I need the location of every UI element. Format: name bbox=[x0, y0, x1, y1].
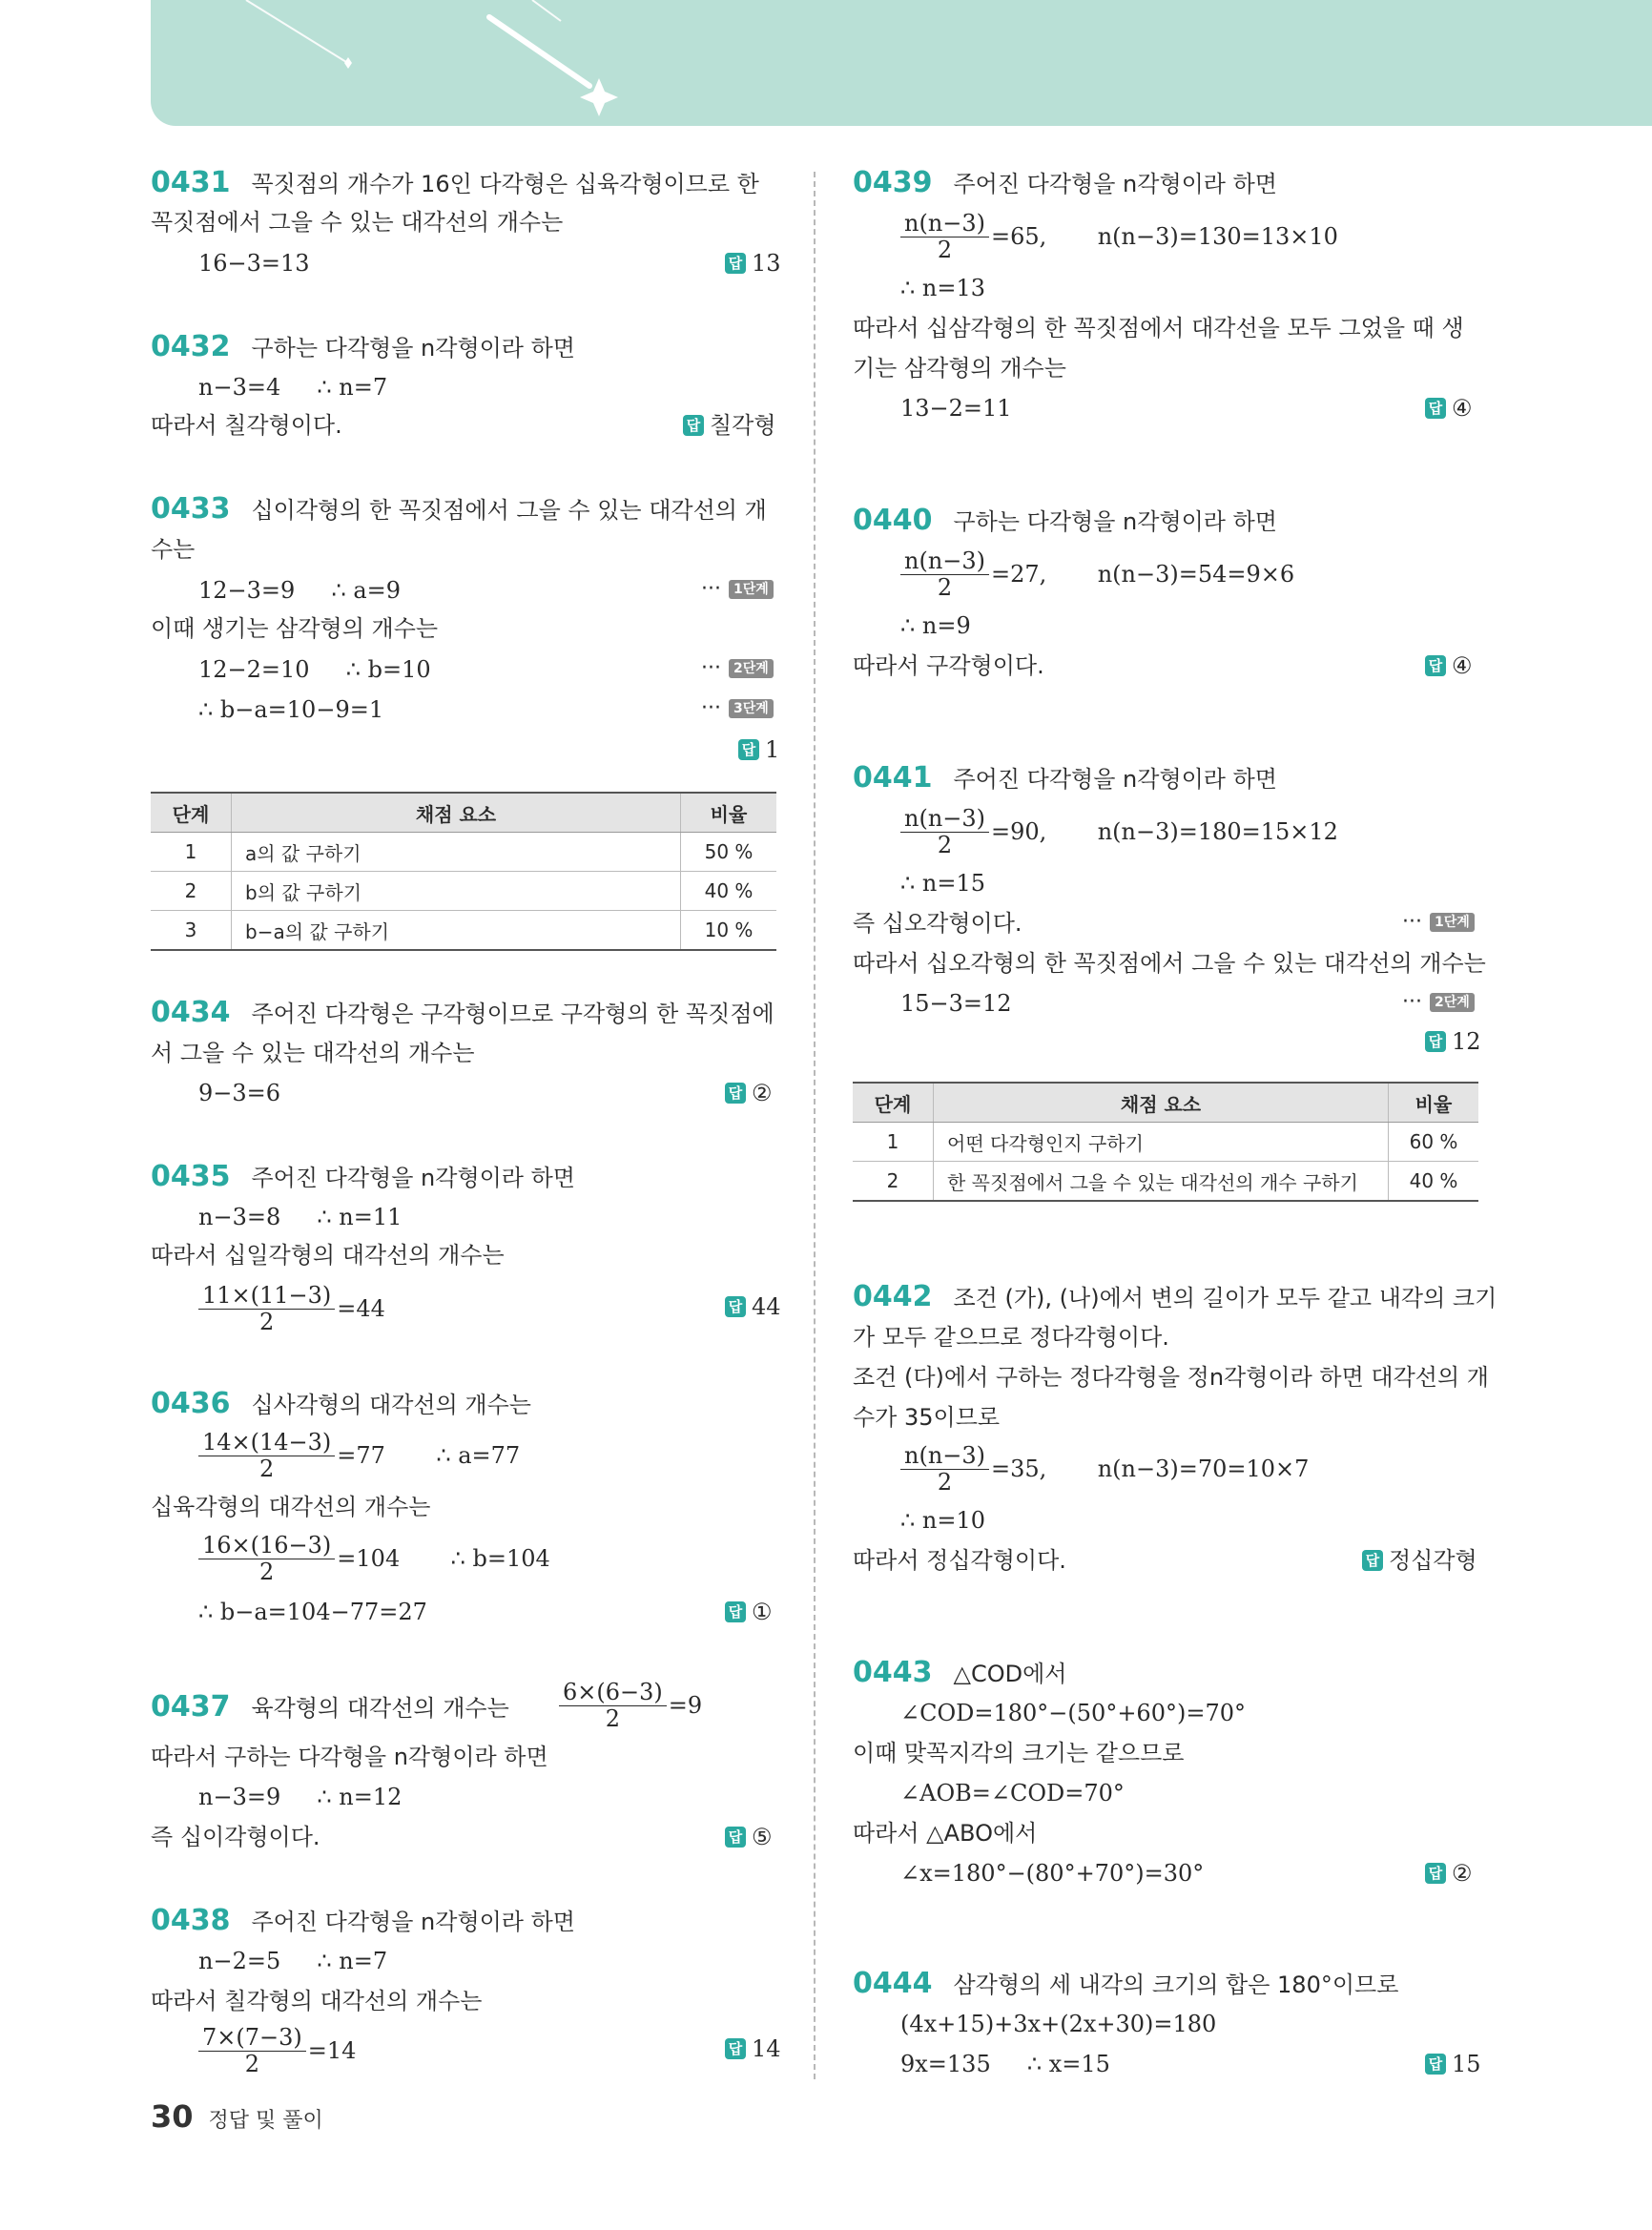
table-cell: 2 bbox=[151, 872, 232, 911]
problem-0441-line3: 따라서 십오각형의 한 꼭짓점에서 그을 수 있는 대각선의 개수는 bbox=[853, 950, 1486, 977]
column-divider bbox=[814, 172, 816, 2079]
table-cell: 40 % bbox=[681, 872, 777, 911]
table-cell: a의 값 구하기 bbox=[232, 833, 681, 872]
problem-0443-eq3: ∠x=180°−(80°+70°)=30° bbox=[900, 1860, 1205, 1887]
scoring-table-0441 bbox=[853, 1082, 1478, 1202]
answer-0436: 답 ① bbox=[725, 1597, 773, 1627]
answer-icon: 답 bbox=[1362, 1550, 1383, 1571]
answer-icon: 답 bbox=[1425, 398, 1446, 419]
problem-0434-eq: 9−3=6 bbox=[198, 1080, 281, 1106]
problem-0444-eq1: (4x+15)+3x+(2x+30)=180 bbox=[900, 2011, 1217, 2037]
problem-0432-line1: 0432 구하는 다각형을 n각형이라 하면 bbox=[151, 330, 575, 363]
problem-0433-eq3: ∴ b−a=10−9=1 bbox=[198, 696, 384, 723]
problem-0444-eq2: 9x=135 ∴ x=15 bbox=[900, 2051, 1110, 2077]
table-cell: 3 bbox=[151, 911, 232, 951]
answer-0435: 답 44 bbox=[725, 1291, 781, 1322]
answer-0443: 답 ② bbox=[1425, 1858, 1473, 1889]
step-1-tag: ··· 1단계 bbox=[1402, 908, 1475, 937]
answer-icon: 답 bbox=[738, 739, 759, 760]
answer-0438: 답 14 bbox=[725, 2034, 781, 2064]
page-footer bbox=[151, 2098, 323, 2135]
problem-0436-fraction1: $\frac{14\times(14-3)}{2}$ =77 ∴ a=77 bbox=[198, 1429, 520, 1481]
problem-0443-line2: 이때 맞꼭지각의 크기는 같으므로 bbox=[853, 1740, 1185, 1766]
table-row bbox=[151, 872, 776, 911]
table-header: 단계 bbox=[853, 1083, 934, 1123]
page-number: 30 bbox=[151, 2098, 194, 2135]
table-cell: 한 꼭짓점에서 그을 수 있는 대각선의 개수 구하기 bbox=[934, 1162, 1389, 1202]
problem-0443-line3: 따라서 △ABO에서 bbox=[853, 1820, 1038, 1847]
problem-0439-eq1: ∴ n=13 bbox=[900, 275, 986, 301]
header-banner bbox=[151, 0, 1652, 126]
problem-0441-line1: 0441 주어진 다각형을 n각형이라 하면 bbox=[853, 761, 1277, 795]
table-row bbox=[151, 833, 776, 872]
problem-0442-line2: 가 모두 같으므로 정다각형이다. bbox=[853, 1324, 1169, 1351]
problem-0437-line2: 따라서 구하는 다각형을 n각형이라 하면 bbox=[151, 1744, 548, 1770]
problem-0433-eq1: 12−3=9 ∴ a=9 bbox=[198, 577, 402, 604]
table-row bbox=[853, 1123, 1478, 1162]
sparkle-decoration bbox=[151, 0, 1652, 126]
problem-0441-eq2: 15−3=12 bbox=[900, 990, 1012, 1017]
answer-icon: 답 bbox=[1425, 2054, 1446, 2075]
answer-icon: 답 bbox=[725, 2038, 746, 2059]
table-header: 채점 요소 bbox=[934, 1083, 1389, 1123]
table-cell: b−a의 값 구하기 bbox=[232, 911, 681, 951]
answer-0442: 답 정십각형 bbox=[1362, 1545, 1477, 1576]
scoring-table-0433 bbox=[151, 792, 776, 951]
step-1-tag: ··· 1단계 bbox=[701, 575, 774, 604]
answer-0432: 답 칠각형 bbox=[683, 410, 776, 441]
problem-0436-eq: ∴ b−a=104−77=27 bbox=[198, 1599, 427, 1625]
footer-label: 정답 및 풀이 bbox=[208, 2109, 323, 2133]
problem-0441-line2: 즉 십오각형이다. bbox=[853, 910, 1022, 937]
table-cell: 1 bbox=[853, 1123, 934, 1162]
answer-icon: 답 bbox=[1425, 655, 1446, 676]
answer-icon: 답 bbox=[1425, 1031, 1446, 1052]
step-2-tag: ··· 2단계 bbox=[1402, 988, 1475, 1017]
table-header: 비율 bbox=[1389, 1083, 1479, 1123]
problem-0431-line1: 0431 꼭짓점의 개수가 16인 다각형은 십육각형이므로 한 bbox=[151, 166, 759, 199]
problem-0442-line5: 따라서 정십각형이다. bbox=[853, 1547, 1066, 1574]
table-header: 채점 요소 bbox=[232, 793, 681, 833]
answer-icon: 답 bbox=[725, 1601, 746, 1622]
problem-0433-line3: 이때 생기는 삼각형의 개수는 bbox=[151, 615, 439, 642]
problem-0434-line2: 서 그을 수 있는 대각선의 개수는 bbox=[151, 1040, 475, 1066]
table-cell: 10 % bbox=[681, 911, 777, 951]
table-cell: 어떤 다각형인지 구하기 bbox=[934, 1123, 1389, 1162]
problem-0437-line3: 즉 십이각형이다. bbox=[151, 1824, 320, 1850]
problem-0443-eq1: ∠COD=180°−(50°+60°)=70° bbox=[900, 1700, 1246, 1726]
problem-0442-line1: 0442 조건 (가), (나)에서 변의 길이가 모두 같고 내각의 크기 bbox=[853, 1280, 1497, 1313]
problem-0431-line2: 꼭짓점에서 그을 수 있는 대각선의 개수는 bbox=[151, 209, 564, 236]
problem-0435-line2: 따라서 십일각형의 대각선의 개수는 bbox=[151, 1242, 505, 1269]
problem-0437-fraction: $\frac{6\times(6-3)}{2}$ =9 bbox=[559, 1679, 702, 1731]
problem-0440-fraction: $\frac{n(n-3)}{2}$ =27, n(n−3)=54=9×6 bbox=[900, 547, 1294, 600]
answer-0433: 답 1 bbox=[738, 734, 779, 765]
table-row bbox=[151, 911, 776, 951]
problem-0440-line1: 0440 구하는 다각형을 n각형이라 하면 bbox=[853, 504, 1277, 537]
table-cell: 50 % bbox=[681, 833, 777, 872]
problem-0432-line2: 따라서 칠각형이다. bbox=[151, 412, 342, 439]
answer-0439: 답 ④ bbox=[1425, 393, 1473, 423]
table-header: 단계 bbox=[151, 793, 232, 833]
table-cell: 40 % bbox=[1389, 1162, 1479, 1202]
problem-0432-eq: n−3=4 ∴ n=7 bbox=[198, 374, 388, 401]
problem-0440-line2: 따라서 구각형이다. bbox=[853, 652, 1044, 679]
answer-0431: 답 13 bbox=[725, 248, 781, 279]
answer-0434: 답 ② bbox=[725, 1078, 773, 1108]
table-cell: 60 % bbox=[1389, 1123, 1479, 1162]
problem-0438-line2: 따라서 칠각형의 대각선의 개수는 bbox=[151, 1988, 483, 2014]
problem-0438-line1: 0438 주어진 다각형을 n각형이라 하면 bbox=[151, 1904, 575, 1937]
problem-0437-eq: n−3=9 ∴ n=12 bbox=[198, 1784, 403, 1810]
table-cell: 2 bbox=[853, 1162, 934, 1202]
problem-0436-line2: 십육각형의 대각선의 개수는 bbox=[151, 1494, 431, 1520]
problem-0431-eq: 16−3=13 bbox=[198, 250, 310, 277]
problem-0442-line3: 조건 (다)에서 구하는 정다각형을 정n각형이라 하면 대각선의 개 bbox=[853, 1364, 1489, 1391]
answer-0441: 답 12 bbox=[1425, 1026, 1481, 1057]
problem-0442-eq: ∴ n=10 bbox=[900, 1507, 986, 1534]
step-3-tag: ··· 3단계 bbox=[701, 694, 774, 723]
problem-0435-eq: n−3=8 ∴ n=11 bbox=[198, 1204, 403, 1230]
problem-0433-line2: 수는 bbox=[151, 536, 196, 563]
problem-0439-line3: 기는 삼각형의 개수는 bbox=[853, 355, 1066, 382]
answer-icon: 답 bbox=[725, 253, 746, 274]
problem-0439-line2: 따라서 십삼각형의 한 꼭짓점에서 대각선을 모두 그었을 때 생 bbox=[853, 315, 1464, 341]
problem-0433-line1: 0433 십이각형의 한 꼭짓점에서 그을 수 있는 대각선의 개 bbox=[151, 492, 767, 526]
problem-0436-fraction2: $\frac{16\times(16-3)}{2}$ =104 ∴ b=104 bbox=[198, 1532, 550, 1584]
answer-icon: 답 bbox=[725, 1296, 746, 1317]
problem-0444-line1: 0444 삼각형의 세 내각의 크기의 합은 180°이므로 bbox=[853, 1967, 1399, 2000]
problem-0437-line1: 0437 육각형의 대각선의 개수는 bbox=[151, 1690, 509, 1724]
answer-0437: 답 ⑤ bbox=[725, 1822, 773, 1852]
problem-0435-fraction: $\frac{11\times(11-3)}{2}$ =44 bbox=[198, 1282, 385, 1334]
problem-0443-line1: 0443 △COD에서 bbox=[853, 1656, 1067, 1689]
table-cell: b의 값 구하기 bbox=[232, 872, 681, 911]
table-row bbox=[853, 1162, 1478, 1202]
problem-0441-eq1: ∴ n=15 bbox=[900, 870, 986, 897]
answer-0444: 답 15 bbox=[1425, 2049, 1481, 2079]
problem-0433-eq2: 12−2=10 ∴ b=10 bbox=[198, 656, 431, 683]
answer-0440: 답 ④ bbox=[1425, 650, 1473, 681]
table-cell: 1 bbox=[151, 833, 232, 872]
problem-0443-eq2: ∠AOB=∠COD=70° bbox=[900, 1780, 1125, 1807]
problem-0438-eq: n−2=5 ∴ n=7 bbox=[198, 1948, 388, 1974]
problem-0439-eq2: 13−2=11 bbox=[900, 395, 1012, 422]
problem-0441-fraction: $\frac{n(n-3)}{2}$ =90, n(n−3)=180=15×12 bbox=[900, 805, 1338, 857]
problem-0436-line1: 0436 십사각형의 대각선의 개수는 bbox=[151, 1387, 531, 1420]
problem-0440-eq: ∴ n=9 bbox=[900, 612, 971, 639]
problem-0438-fraction: $\frac{7\times(7-3)}{2}$ =14 bbox=[198, 2024, 356, 2076]
problem-0439-fraction: $\frac{n(n-3)}{2}$ =65, n(n−3)=130=13×10 bbox=[900, 210, 1338, 262]
problem-0434-line1: 0434 주어진 다각형은 구각형이므로 구각형의 한 꼭짓점에 bbox=[151, 996, 774, 1029]
problem-0435-line1: 0435 주어진 다각형을 n각형이라 하면 bbox=[151, 1160, 575, 1193]
answer-icon: 답 bbox=[725, 1083, 746, 1104]
answer-icon: 답 bbox=[1425, 1863, 1446, 1884]
answer-icon: 답 bbox=[725, 1827, 746, 1848]
answer-icon: 답 bbox=[683, 415, 704, 436]
table-header: 비율 bbox=[681, 793, 777, 833]
problem-0439-line1: 0439 주어진 다각형을 n각형이라 하면 bbox=[853, 166, 1277, 199]
problem-0442-fraction: $\frac{n(n-3)}{2}$ =35, n(n−3)=70=10×7 bbox=[900, 1442, 1309, 1495]
problem-0442-line4: 수가 35이므로 bbox=[853, 1404, 1001, 1431]
step-2-tag: ··· 2단계 bbox=[701, 654, 774, 683]
